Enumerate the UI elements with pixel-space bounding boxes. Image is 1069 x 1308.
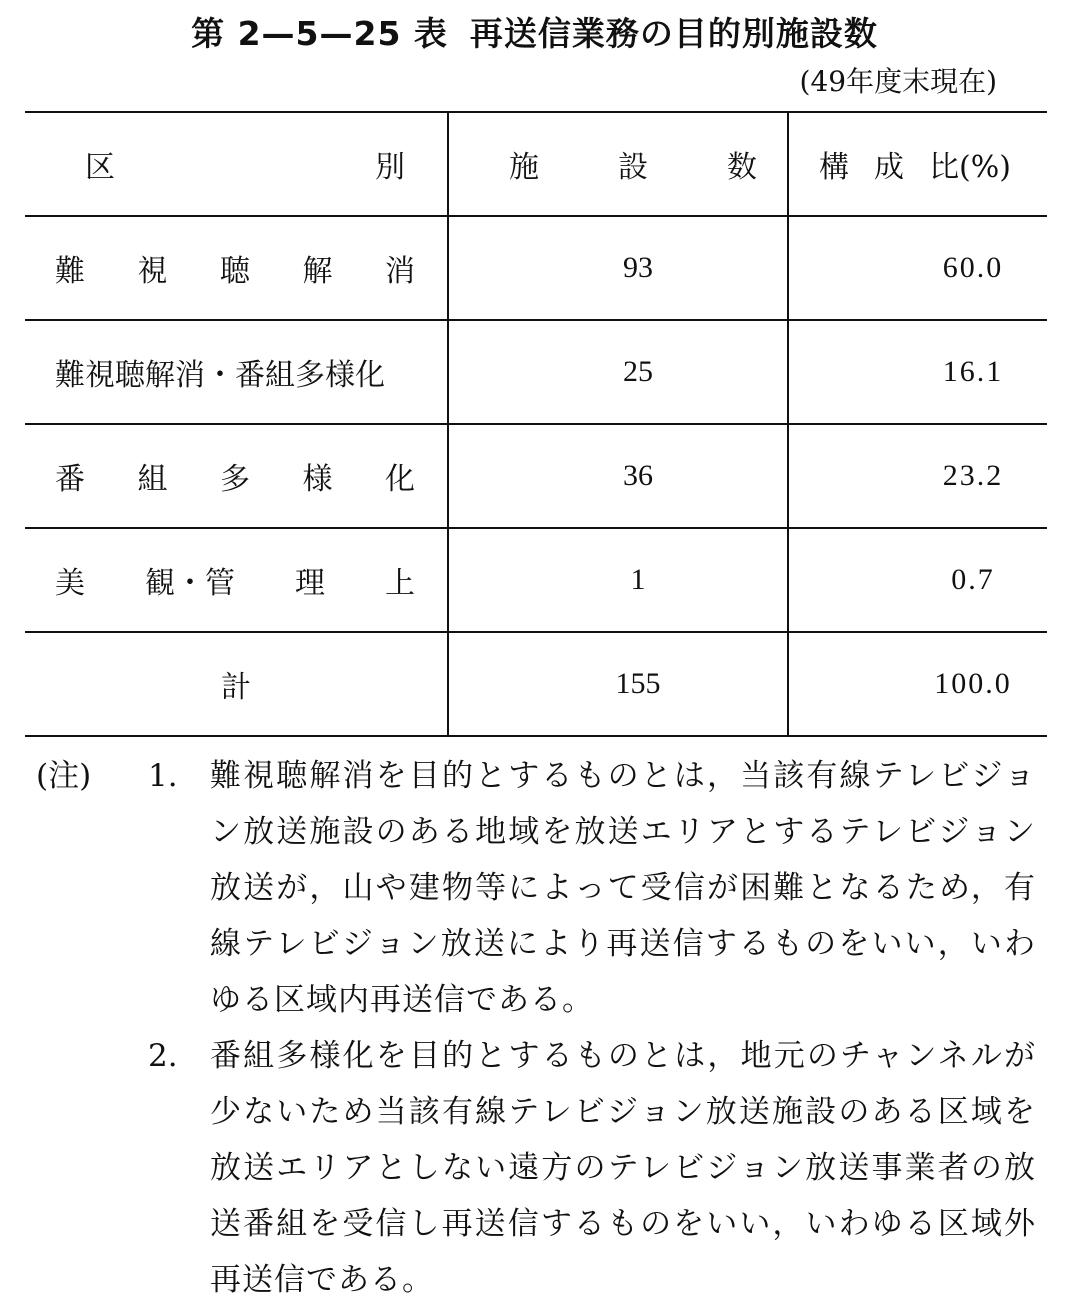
- table-row: [25, 424, 1047, 528]
- row-ratio: 16.1: [942, 355, 1004, 388]
- facilities-table: [25, 111, 1047, 737]
- row-facilities: 36: [448, 424, 788, 528]
- table-row: [25, 216, 1047, 320]
- notes-label: (注): [36, 758, 92, 794]
- total-label: 計: [25, 632, 448, 736]
- note-text: 難視聴解消を目的とするものとは，当該有線テレビジョン放送施設のある地域を放送エリアとするテレビジョン放送が，山や建物等によって受信が困難となるため，有線テレビジョン放送により再送信するものをいい，いわゆる区域内再送信である。: [210, 758, 1036, 1018]
- note-item: [36, 748, 1036, 1028]
- header-row: [25, 112, 1047, 216]
- as-of-date: (49年度末現在): [799, 65, 997, 98]
- row-ratio: 60.0: [942, 251, 1004, 284]
- total-ratio: 100.0: [934, 667, 1012, 700]
- table-row: [25, 320, 1047, 424]
- total-row: [25, 632, 1047, 736]
- note-item: [36, 1028, 1036, 1308]
- row-category: 美 観・管 理 上: [25, 528, 448, 632]
- row-ratio: 0.7: [951, 563, 995, 596]
- row-facilities: 25: [448, 320, 788, 424]
- note-number: 1.: [148, 758, 178, 794]
- row-category: 番 組 多 様 化: [25, 424, 448, 528]
- row-facilities: 93: [448, 216, 788, 320]
- notes: [36, 748, 1036, 1308]
- table-number: 第 2—5—25 表: [191, 14, 448, 53]
- header-ratio: 構 成 比(%): [819, 150, 1011, 185]
- row-ratio: 23.2: [942, 459, 1004, 492]
- row-facilities: 1: [448, 528, 788, 632]
- note-text: 番組多様化を目的とするものとは，地元のチャンネルが少ないため当該有線テレビジョン放送施設のある区域を放送エリアとしない遠方のテレビジョン放送事業者の放送番組を受信し再送信するものをいい，いわゆる区域外再送信である。: [210, 1038, 1036, 1298]
- row-category: 難視聴解消・番組多様化: [25, 320, 448, 424]
- table-row: [25, 528, 1047, 632]
- table-title-text: 再送信業務の目的別施設数: [469, 14, 878, 53]
- row-category: 難 視 聴 解 消: [25, 216, 448, 320]
- note-number: 2.: [148, 1038, 178, 1074]
- page-title: [0, 8, 1069, 55]
- total-facilities: 155: [448, 632, 788, 736]
- header-facilities: 施 設 数: [448, 112, 788, 216]
- header-category: 区 別: [25, 112, 448, 216]
